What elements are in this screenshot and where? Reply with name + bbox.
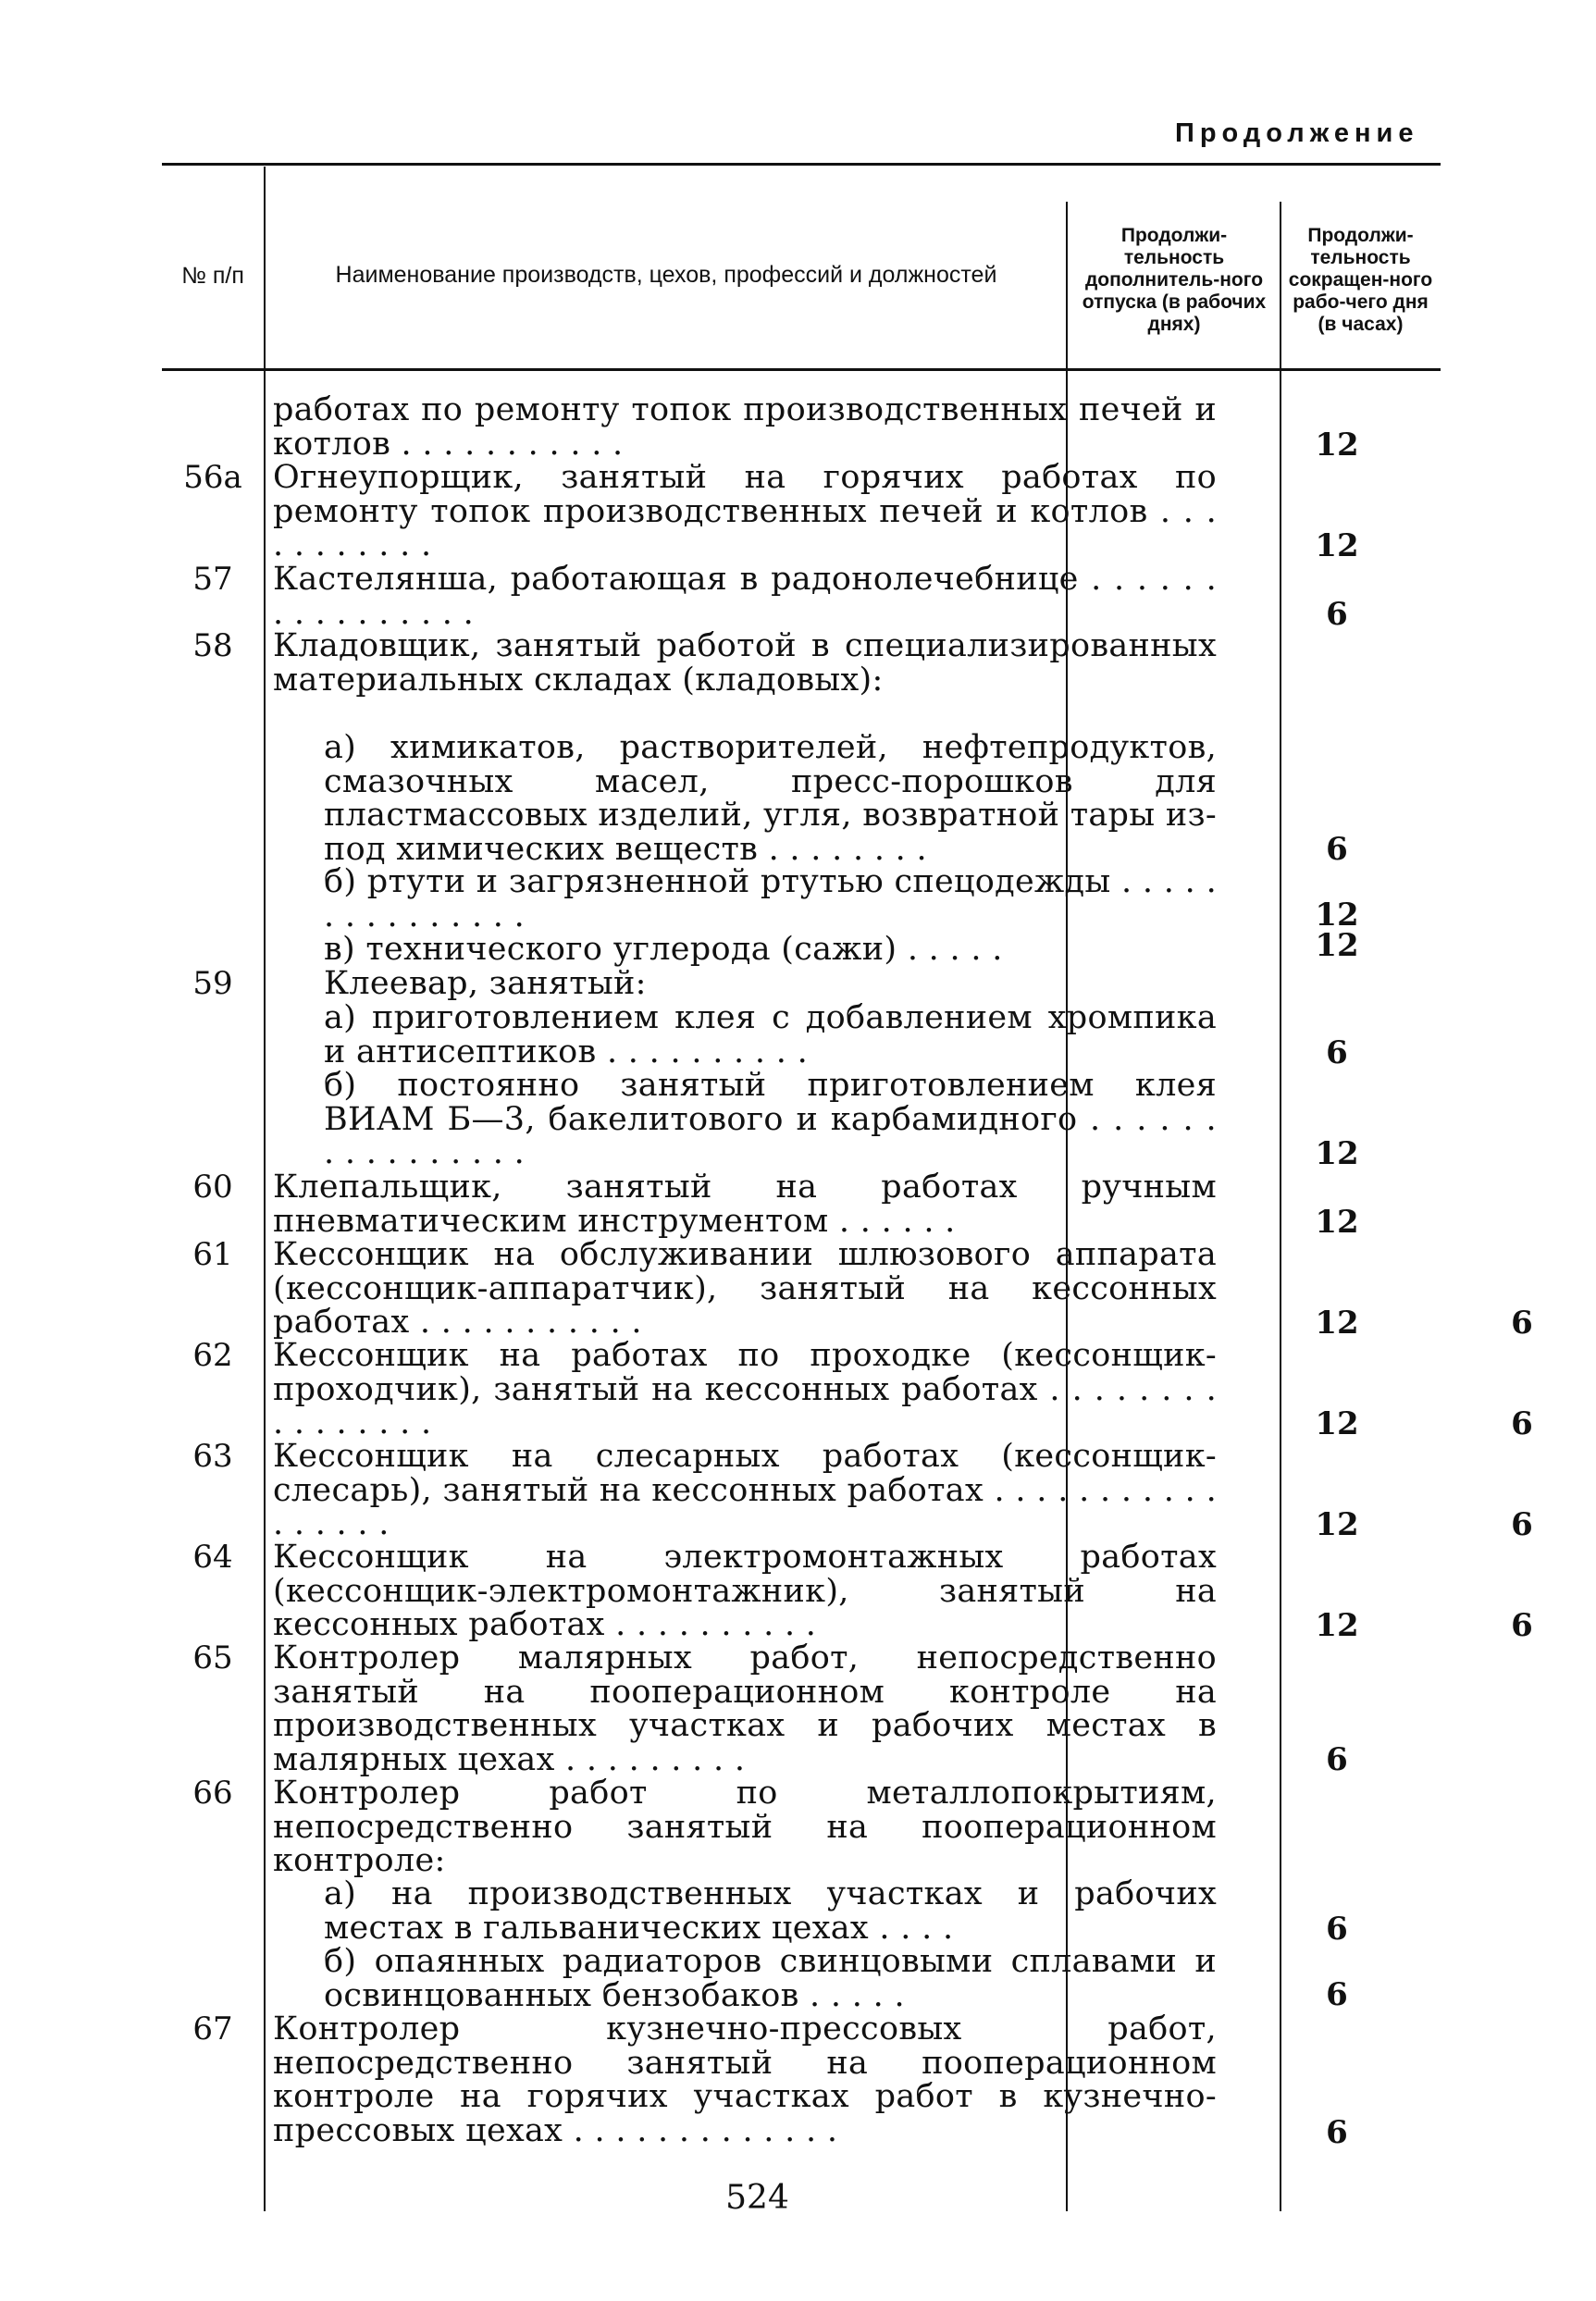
row-name: б) ртути и загрязненной ртутью спецодежды . . . . . . . . . . . . . . . <box>324 863 1217 934</box>
column-divider-1 <box>264 167 266 2211</box>
table-top-rule <box>162 163 1441 166</box>
row-short: 6 <box>1511 1305 1533 1342</box>
row-leave: 12 <box>1315 1506 1359 1543</box>
row-leave: 6 <box>1326 831 1348 868</box>
row-leave: 6 <box>1326 1034 1348 1071</box>
continuation-label: Продолжение <box>1175 118 1419 148</box>
row-leave: 12 <box>1315 927 1359 964</box>
row-name: в) технического углерода (сажи) . . . . . <box>324 931 1003 968</box>
row-leave: 6 <box>1326 1976 1348 2013</box>
row-leave: 6 <box>1326 596 1348 633</box>
row-short: 6 <box>1511 1506 1533 1543</box>
header-name: Наименование производств, цехов, профессий и должностей <box>335 262 997 288</box>
row-num: 58 <box>192 627 233 664</box>
row-name: б) опаянных радиаторов свинцовыми сплавами и освинцованных бензобаков . . . . . <box>324 1943 1217 2014</box>
row-leave: 12 <box>1315 1204 1359 1241</box>
row-num: 67 <box>192 2010 233 2047</box>
row-num: 61 <box>192 1236 233 1273</box>
row-leave: 12 <box>1315 1607 1359 1644</box>
row-num: 63 <box>192 1438 233 1475</box>
row-name: Кессонщик на электромонтажных работах (кессонщик-электромонтажник), занятый на кессонных работах . . . . . . . . . . <box>273 1539 1217 1644</box>
row-leave: 12 <box>1315 1135 1359 1172</box>
row-num: 64 <box>192 1539 233 1576</box>
page-number: 524 <box>725 2179 789 2217</box>
row-name: б) постоянно занятый приготовлением клея ВИАМ Б—3, бакелитового и карбамидного . . . . . . . . . . . . . . . . <box>324 1067 1217 1172</box>
row-leave: 12 <box>1315 1405 1359 1442</box>
row-name: Клеевар, занятый: <box>324 965 647 1002</box>
row-short: 6 <box>1511 1607 1533 1644</box>
row-num: 60 <box>192 1169 233 1206</box>
row-name: Контролер работ по металлопокрытиям, непосредственно занятый на пооперационном контроле: <box>273 1775 1217 1880</box>
row-name: работах по ремонту топок производственных печей и котлов . . . . . . . . . . . <box>273 391 1217 463</box>
row-name: Кладовщик, занятый работой в специализированных материальных складах (кладовых): <box>273 627 1217 699</box>
row-leave: 6 <box>1326 2114 1348 2151</box>
row-num: 59 <box>192 965 233 1002</box>
row-name: Огнеупорщик, занятый на горячих работах по ремонту топок производственных печей и котлов . . . . . . . . . . . <box>273 459 1217 564</box>
row-leave: 6 <box>1326 1741 1348 1778</box>
row-num: 62 <box>192 1337 233 1374</box>
row-leave: 12 <box>1315 1305 1359 1342</box>
row-name: Кессонщик на работах по проходке (кессонщик-проходчик), занятый на кессонных работах . . . . . . . . . . . . . . . . <box>273 1337 1217 1442</box>
row-leave: 6 <box>1326 1911 1348 1948</box>
row-short: 6 <box>1511 1405 1533 1442</box>
row-num: 66 <box>192 1775 233 1812</box>
row-name: Контролер малярных работ, непосредственно занятый на пооперационном контроле на производственных участках и рабочих местах в малярных цехах . . . . . . . . . <box>273 1639 1217 1778</box>
row-num: 56а <box>183 459 242 496</box>
header-short-day: Продолжи-тельность сокращен-ного рабо-чего дня (в часах) <box>1288 224 1433 335</box>
row-name: а) химикатов, растворителей, нефтепродуктов, смазочных масел, пресс-порошков для пластмассовых изделий, угля, возвратной тары из-под химических веществ . . . . . . . . <box>324 729 1217 868</box>
row-leave: 12 <box>1315 897 1359 934</box>
row-name: Кастелянша, работающая в радонолечебнице . . . . . . . . . . . . . . . . <box>273 561 1217 632</box>
row-num: 57 <box>192 561 233 598</box>
header-bottom-rule <box>162 368 1441 371</box>
row-leave: 12 <box>1315 527 1359 564</box>
row-leave: 12 <box>1315 427 1359 464</box>
row-name: Кессонщик на обслуживании шлюзового аппарата (кессонщик-аппаратчик), занятый на кессонных работах . . . . . . . . . . . <box>273 1236 1217 1342</box>
row-name: Контролер кузнечно-прессовых работ, непосредственно занятый на пооперационном контроле на горячих участках работ в кузнечно-прессовых цехах . . . . . . . . . . . . . <box>273 2010 1217 2149</box>
row-num: 65 <box>192 1639 233 1676</box>
row-name: а) приготовлением клея с добавлением хромпика и антисептиков . . . . . . . . . . <box>324 999 1217 1070</box>
row-name: Клепальщик, занятый на работах ручным пневматическим инструментом . . . . . . <box>273 1169 1217 1240</box>
header-num: № п/п <box>181 262 244 289</box>
row-name: Кессонщик на слесарных работах (кессонщик-слесарь), занятый на кессонных работах . . . . . . . . . . . . . . . . . <box>273 1438 1217 1543</box>
row-name: а) на производственных участках и рабочих местах в гальванических цехах . . . . <box>324 1875 1217 1947</box>
header-additional-leave: Продолжи-тельность дополнитель-ного отпуска (в рабочих днях) <box>1082 224 1267 335</box>
